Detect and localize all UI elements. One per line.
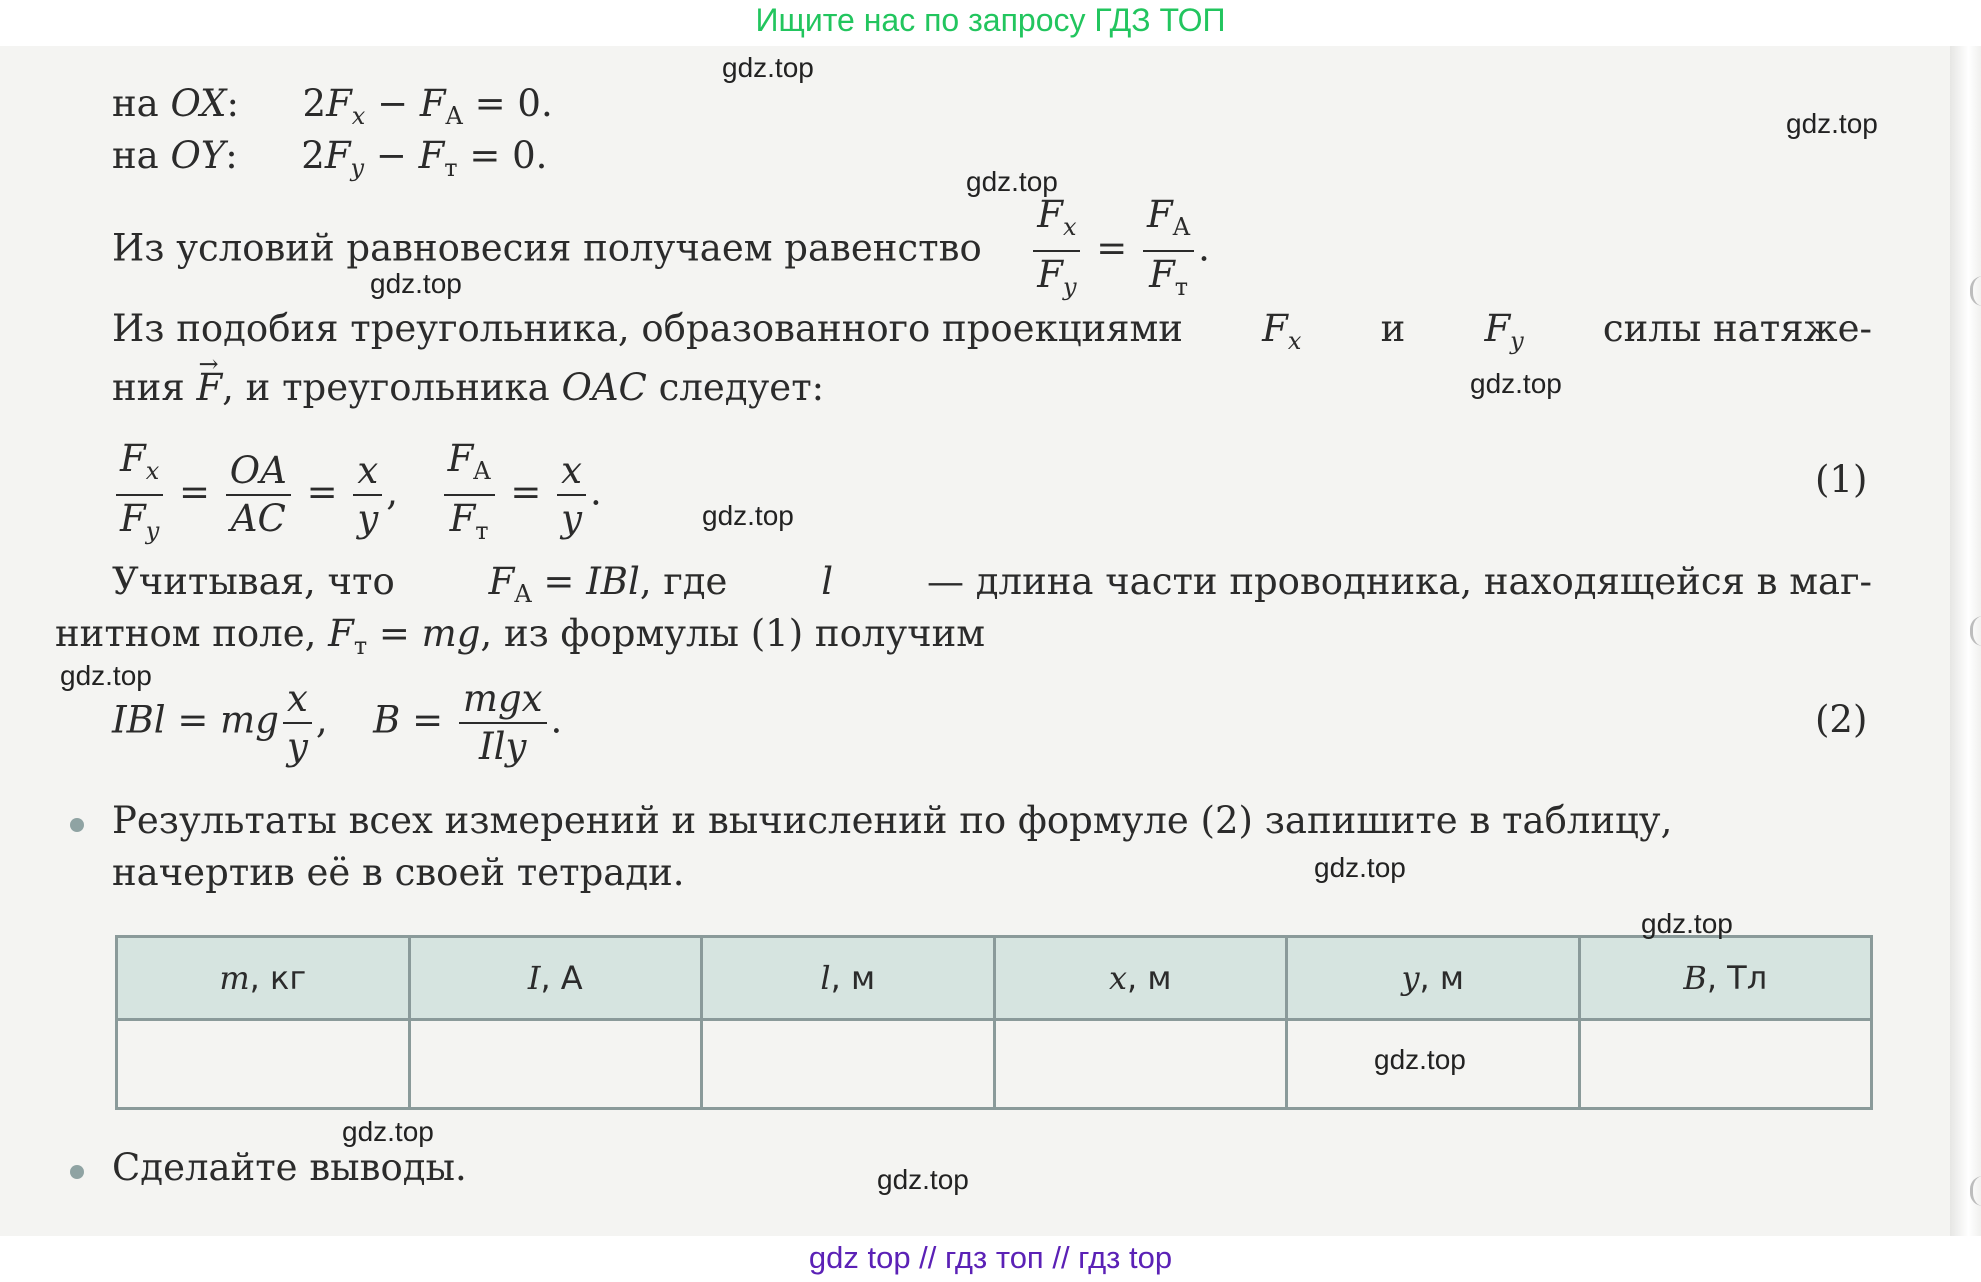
fraction-x-y	[353, 448, 382, 542]
sub-y: y	[1510, 327, 1524, 355]
header-unit: , м	[1127, 959, 1172, 997]
bullet-dot	[70, 818, 84, 832]
table-header-cell	[702, 937, 995, 1020]
similarity-line-2	[112, 366, 824, 410]
table-header-cell	[994, 937, 1287, 1020]
var-x: x	[561, 449, 583, 492]
comma: ,	[315, 698, 328, 742]
tension-word: силы натяже-	[1602, 307, 1872, 350]
watermark: gdz.top	[877, 1164, 969, 1195]
equals: =	[165, 698, 221, 742]
sub-t: т	[353, 632, 368, 660]
watermark: gdz.top	[966, 166, 1058, 197]
minus: −	[364, 134, 419, 177]
header-var: x	[1108, 959, 1128, 997]
fy-symbol	[1484, 307, 1523, 363]
var-y: y	[286, 725, 308, 768]
dot: .	[1198, 226, 1210, 270]
table-header-cell	[1579, 937, 1872, 1020]
sub-A: A	[514, 580, 532, 608]
sub-y: y	[145, 517, 160, 545]
force-symbol: F	[447, 437, 474, 480]
table-cell	[1579, 1020, 1872, 1109]
given-mid: , где	[639, 560, 728, 603]
sub-x: x	[145, 457, 160, 485]
watermark: gdz.top	[1470, 368, 1562, 399]
given-line-1	[112, 560, 1872, 616]
expr-mgx: mgx	[462, 677, 543, 720]
equals: =	[294, 470, 350, 514]
watermark: gdz.top	[1786, 108, 1878, 139]
sub-t: т	[1174, 273, 1189, 301]
equals: =	[400, 698, 455, 742]
fx-symbol	[1262, 307, 1301, 363]
header-unit: , кг	[249, 959, 307, 997]
colon: :	[225, 134, 238, 177]
watermark: gdz.top	[1314, 852, 1406, 883]
equals: =	[531, 560, 587, 603]
equation-1	[112, 436, 602, 554]
force-vector: → F	[196, 366, 222, 410]
axis-ox: OX	[170, 82, 227, 125]
header-var: l	[820, 959, 831, 997]
expr-ibl: IBl	[112, 698, 166, 742]
table-cell	[702, 1020, 995, 1109]
equation-oy	[112, 134, 547, 190]
force-symbol: F	[449, 497, 476, 540]
var-y: y	[561, 497, 583, 540]
given2-start: нитном поле,	[55, 612, 317, 655]
eq-zero: = 0.	[462, 82, 553, 125]
axis-oy: OY	[170, 134, 226, 177]
header-var: I	[527, 959, 541, 997]
var-b: B	[373, 698, 401, 742]
watermark: gdz.top	[342, 1116, 434, 1147]
spine-clip	[1970, 276, 1981, 306]
equals: =	[498, 470, 554, 514]
fraction-fa-ft	[1143, 192, 1194, 310]
table-header-cell	[117, 937, 410, 1020]
table-row	[117, 1020, 1872, 1109]
word-and: и	[1380, 307, 1406, 350]
bullet-2: Сделайте выводы.	[112, 1146, 467, 1189]
bottom-banner: gdz top // гдз топ // гдз top	[808, 1240, 1173, 1275]
comma: ,	[386, 470, 399, 514]
fraction-mgx-ily	[459, 676, 547, 770]
similarity-end: следует:	[658, 366, 825, 409]
given-end: — длина части проводника, находящейся в маг-	[927, 560, 1872, 603]
fraction-x-y	[283, 676, 312, 770]
expr-ily: Ily	[479, 725, 527, 768]
sub-x: x	[351, 102, 366, 130]
var-x: x	[357, 449, 379, 492]
fraction-fa-ft	[444, 436, 495, 554]
force-symbol: F	[1262, 307, 1288, 350]
similarity-line-1	[112, 307, 1872, 363]
expr-mg: mg	[421, 612, 481, 655]
top-banner: Ищите нас по запросу ГДЗ ТОП	[755, 2, 1226, 38]
expr-mg: mg	[220, 698, 279, 742]
equilibrium-line	[112, 192, 1210, 310]
coef-two: 2	[302, 82, 327, 125]
given2-end: , из формулы (1) получим	[480, 612, 986, 655]
sub-y: y	[350, 154, 365, 182]
similarity-text: Из подобия треугольника, образованного проекциями	[112, 307, 1183, 350]
table-cell	[994, 1020, 1287, 1109]
equilibrium-text: Из условий равновесия получаем равенство	[112, 226, 982, 270]
header-unit: , Тл	[1706, 959, 1768, 997]
header-var: B	[1683, 959, 1707, 997]
sub-A: A	[473, 457, 491, 485]
equation-1-label: (1)	[1815, 458, 1868, 501]
equals: =	[367, 612, 422, 655]
equation-ox	[112, 82, 553, 138]
header-var: y	[1401, 959, 1420, 997]
force-symbol: F	[418, 134, 445, 177]
force-symbol: F	[488, 560, 515, 603]
header-unit: , м	[1419, 959, 1465, 997]
sub-A: A	[1172, 213, 1191, 241]
equation-2	[112, 676, 562, 770]
watermark: gdz.top	[722, 52, 814, 83]
dot: .	[590, 470, 602, 514]
sub-A: A	[445, 102, 463, 130]
force-symbol: F	[1484, 307, 1511, 350]
table-cell	[117, 1020, 410, 1109]
coef-two: 2	[301, 134, 325, 177]
sub-x: x	[1062, 213, 1077, 241]
var-x: x	[286, 677, 308, 720]
word-na: на	[112, 82, 159, 125]
force-symbol: F	[1147, 193, 1173, 236]
force-symbol: F	[120, 497, 146, 540]
force-symbol: F	[324, 134, 351, 177]
force-symbol: F	[1037, 193, 1063, 236]
eq-zero: = 0.	[457, 134, 548, 177]
word-na: на	[112, 134, 159, 177]
bullet-1-line-1: Результаты всех измерений и вычислений по формуле (2) запишите в таблицу,	[112, 799, 1673, 842]
expr-ibl: IBl	[586, 560, 640, 603]
watermark: gdz.top	[1374, 1044, 1466, 1075]
equation-2-label: (2)	[1815, 698, 1868, 741]
header-unit: , А	[540, 959, 583, 997]
sub-t: т	[475, 517, 489, 545]
results-table	[115, 935, 1873, 1110]
force-symbol: F	[1037, 253, 1063, 296]
table-header-cell	[1287, 937, 1580, 1020]
force-symbol: F	[120, 437, 146, 480]
table-header-row	[117, 937, 1872, 1020]
segment-ac: AC	[230, 497, 286, 540]
force-symbol: F	[419, 82, 446, 125]
table-header-cell	[409, 937, 702, 1020]
word-nia: ния	[112, 366, 185, 409]
dot: .	[550, 698, 563, 742]
sub-x: x	[1287, 327, 1302, 355]
triangle-oac: OAC	[561, 366, 647, 409]
force-symbol: F	[326, 82, 352, 125]
force-symbol: F	[1149, 253, 1175, 296]
spine-clip	[1970, 1176, 1981, 1206]
minus: −	[365, 82, 420, 125]
sub-y: y	[1062, 273, 1077, 301]
fa-equals-ibl	[489, 560, 728, 616]
page-spine	[1950, 46, 1981, 1236]
watermark: gdz.top	[1641, 908, 1733, 939]
fraction-x-y	[557, 448, 586, 542]
fraction-fx-fy	[1033, 192, 1080, 310]
bullet-dot	[70, 1165, 84, 1179]
header-unit: , м	[830, 959, 876, 997]
var-y: y	[357, 497, 379, 540]
watermark: gdz.top	[370, 268, 462, 299]
force-symbol: F	[328, 612, 354, 655]
segment-oa: OA	[229, 449, 287, 492]
sub-t: т	[444, 154, 458, 182]
similarity-mid: , и треугольника	[222, 366, 550, 409]
fraction-oa-ac	[226, 448, 291, 542]
colon: :	[226, 82, 239, 125]
watermark: gdz.top	[702, 500, 794, 531]
equals: =	[167, 470, 222, 514]
given-start: Учитывая, что	[112, 560, 395, 603]
var-l: l	[821, 560, 834, 603]
table-cell	[409, 1020, 702, 1109]
equals: =	[1084, 226, 1140, 270]
bullet-1-line-2: начертив её в своей тетради.	[112, 851, 685, 894]
spine-clip	[1970, 616, 1981, 646]
watermark: gdz.top	[60, 660, 152, 691]
given-line-2	[55, 612, 985, 668]
header-var: m	[219, 959, 250, 997]
fraction-fx-fy	[116, 436, 163, 554]
